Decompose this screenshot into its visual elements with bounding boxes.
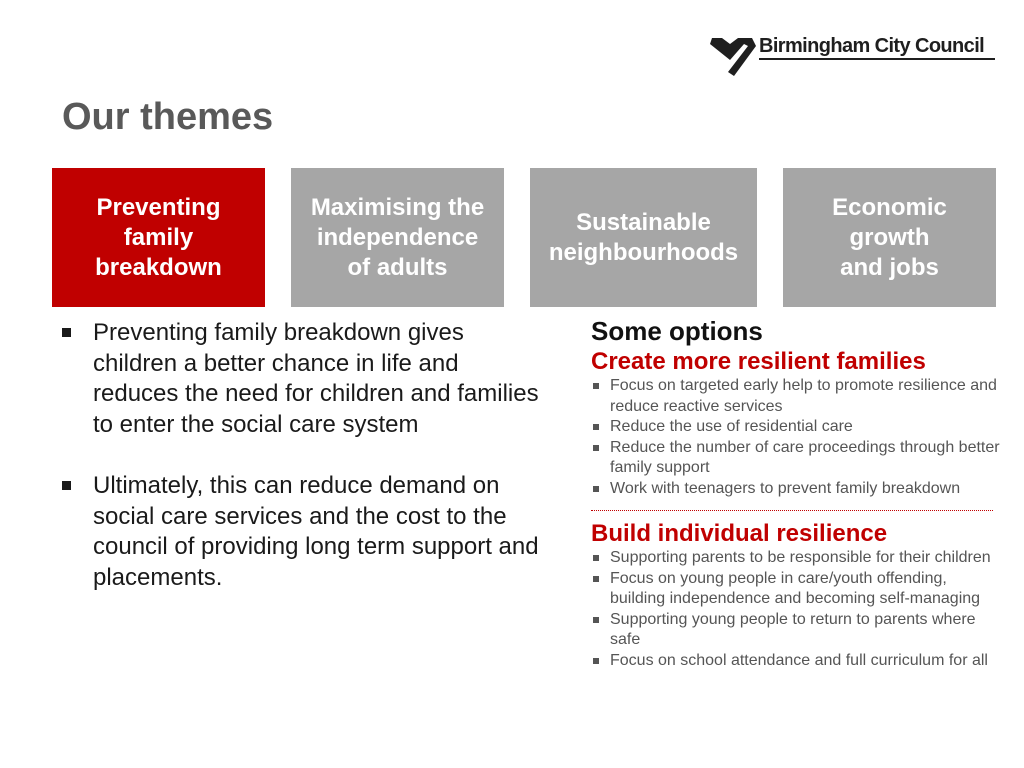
summary-text: Ultimately, this can reduce demand on social care services and the cost to the council of providing long term support and placements.: [93, 472, 539, 591]
theme-label: Preventing family breakdown: [95, 193, 222, 281]
section-title-resilient-families: Create more resilient families: [591, 348, 926, 375]
square-bullet-icon: [62, 328, 71, 337]
square-bullet-icon: [593, 555, 599, 561]
square-bullet-icon: [62, 481, 71, 490]
list-item: [591, 417, 1001, 438]
theme-preventing-family-breakdown[interactable]: [52, 168, 265, 307]
resilient-families-list: [591, 376, 1001, 499]
summary-text: Preventing family breakdown gives children a better chance in life and reduces the need for children and families to enter the social care system: [93, 319, 539, 438]
list-item: [591, 376, 1001, 417]
list-item: [591, 610, 1001, 651]
individual-resilience-list: [591, 548, 1001, 671]
theme-label: Maximising the independence of adults: [310, 193, 485, 281]
square-bullet-icon: [593, 445, 599, 451]
theme-economic-growth[interactable]: [783, 168, 996, 307]
heart-logo-icon: [708, 32, 758, 80]
square-bullet-icon: [593, 617, 599, 623]
list-item: [591, 479, 1001, 500]
list-item: [591, 548, 1001, 569]
square-bullet-icon: [593, 383, 599, 389]
list-item: [591, 438, 1001, 479]
theme-maximising-independence[interactable]: [291, 168, 504, 307]
org-name: Birmingham City Council: [759, 35, 985, 57]
options-panel: [591, 314, 1001, 671]
square-bullet-icon: [593, 424, 599, 430]
theme-label: Economic growth and jobs: [832, 193, 947, 281]
list-item: [591, 651, 1001, 672]
summary-point: [62, 318, 542, 440]
theme-label: Sustainable neighbourhoods: [548, 208, 739, 266]
list-item-text: Supporting young people to return to parents where safe: [610, 610, 976, 648]
square-bullet-icon: [593, 486, 599, 492]
theme-sustainable-neighbourhoods[interactable]: [530, 168, 757, 307]
list-item-text: Reduce the number of care proceedings through better family support: [610, 438, 1000, 476]
list-item-text: Work with teenagers to prevent family breakdown: [610, 479, 961, 497]
section-title-individual-resilience: Build individual resilience: [591, 520, 888, 547]
list-item: [591, 569, 1001, 610]
list-item-text: Reduce the use of residential care: [610, 418, 853, 435]
square-bullet-icon: [593, 658, 599, 664]
summary-point: [62, 471, 542, 593]
list-item-text: Supporting parents to be responsible for their children: [610, 549, 991, 566]
logo-underline: [759, 58, 995, 60]
section-divider: [591, 510, 993, 511]
summary-list: [62, 318, 542, 624]
square-bullet-icon: [593, 576, 599, 582]
options-heading: Some options: [591, 316, 763, 346]
council-logo: [708, 32, 1004, 80]
list-item-text: Focus on young people in care/youth offending, building independence and becoming self-managing: [610, 569, 981, 607]
page-title: Our themes: [62, 96, 274, 138]
list-item-text: Focus on targeted early help to promote resilience and reduce reactive services: [610, 377, 997, 415]
list-item-text: Focus on school attendance and full curriculum for all: [610, 651, 988, 669]
